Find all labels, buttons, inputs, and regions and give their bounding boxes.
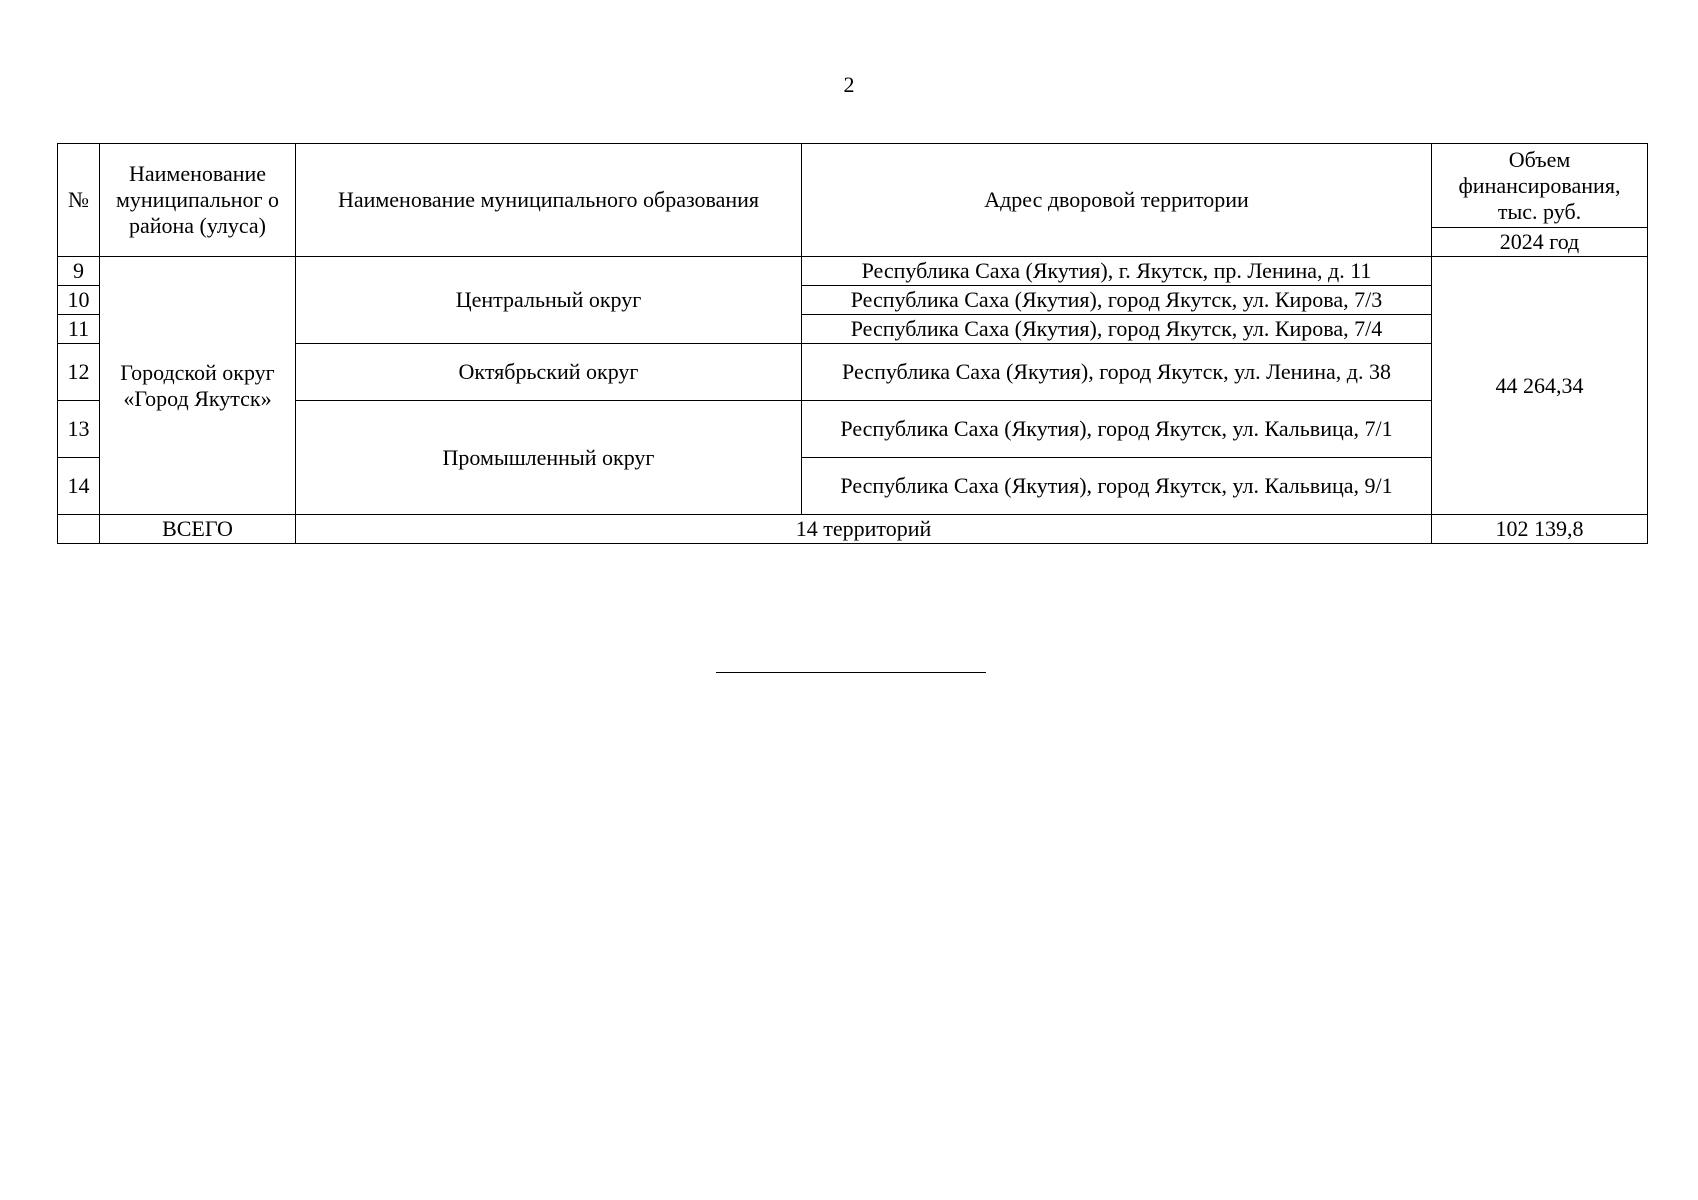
table-row	[58, 344, 1648, 401]
funding-cell: 44 264,34	[1432, 257, 1648, 515]
total-label: ВСЕГО	[100, 515, 296, 544]
address-cell: Республика Саха (Якутия), город Якутск, ул. Кальвица, 7/1	[802, 401, 1432, 458]
total-row	[58, 515, 1648, 544]
header-address: Адрес дворовой территории	[802, 144, 1432, 257]
row-number: 9	[58, 257, 100, 286]
closing-rule-line	[716, 672, 986, 673]
header-municipality: Наименование муниципального образования	[296, 144, 802, 257]
total-number-empty	[58, 515, 100, 544]
table-row	[58, 257, 1648, 286]
header-number: №	[58, 144, 100, 257]
row-number: 13	[58, 401, 100, 458]
municipality-cell: Центральный округ	[296, 257, 802, 344]
address-cell: Республика Саха (Якутия), г. Якутск, пр. Ленина, д. 11	[802, 257, 1432, 286]
row-number: 14	[58, 458, 100, 515]
row-number: 11	[58, 315, 100, 344]
row-number: 10	[58, 286, 100, 315]
total-territories: 14 территорий	[296, 515, 1432, 544]
address-cell: Республика Саха (Якутия), город Якутск, ул. Кирова, 7/3	[802, 286, 1432, 315]
header-row	[58, 144, 1648, 228]
district-cell: Городской округ «Город Якутск»	[100, 257, 296, 515]
municipality-cell: Октябрьский округ	[296, 344, 802, 401]
row-number: 12	[58, 344, 100, 401]
address-cell: Республика Саха (Якутия), город Якутск, ул. Ленина, д. 38	[802, 344, 1432, 401]
header-district: Наименование муниципальног о района (улуса)	[100, 144, 296, 257]
municipality-cell: Промышленный округ	[296, 401, 802, 515]
header-year: 2024 год	[1432, 228, 1648, 257]
total-amount: 102 139,8	[1432, 515, 1648, 544]
address-cell: Республика Саха (Якутия), город Якутск, ул. Кирова, 7/4	[802, 315, 1432, 344]
page-number: 2	[843, 72, 855, 97]
header-funding: Объем финансирования, тыс. руб.	[1432, 144, 1648, 228]
table-row	[58, 401, 1648, 458]
funding-table	[57, 143, 1648, 544]
address-cell: Республика Саха (Якутия), город Якутск, ул. Кальвица, 9/1	[802, 458, 1432, 515]
